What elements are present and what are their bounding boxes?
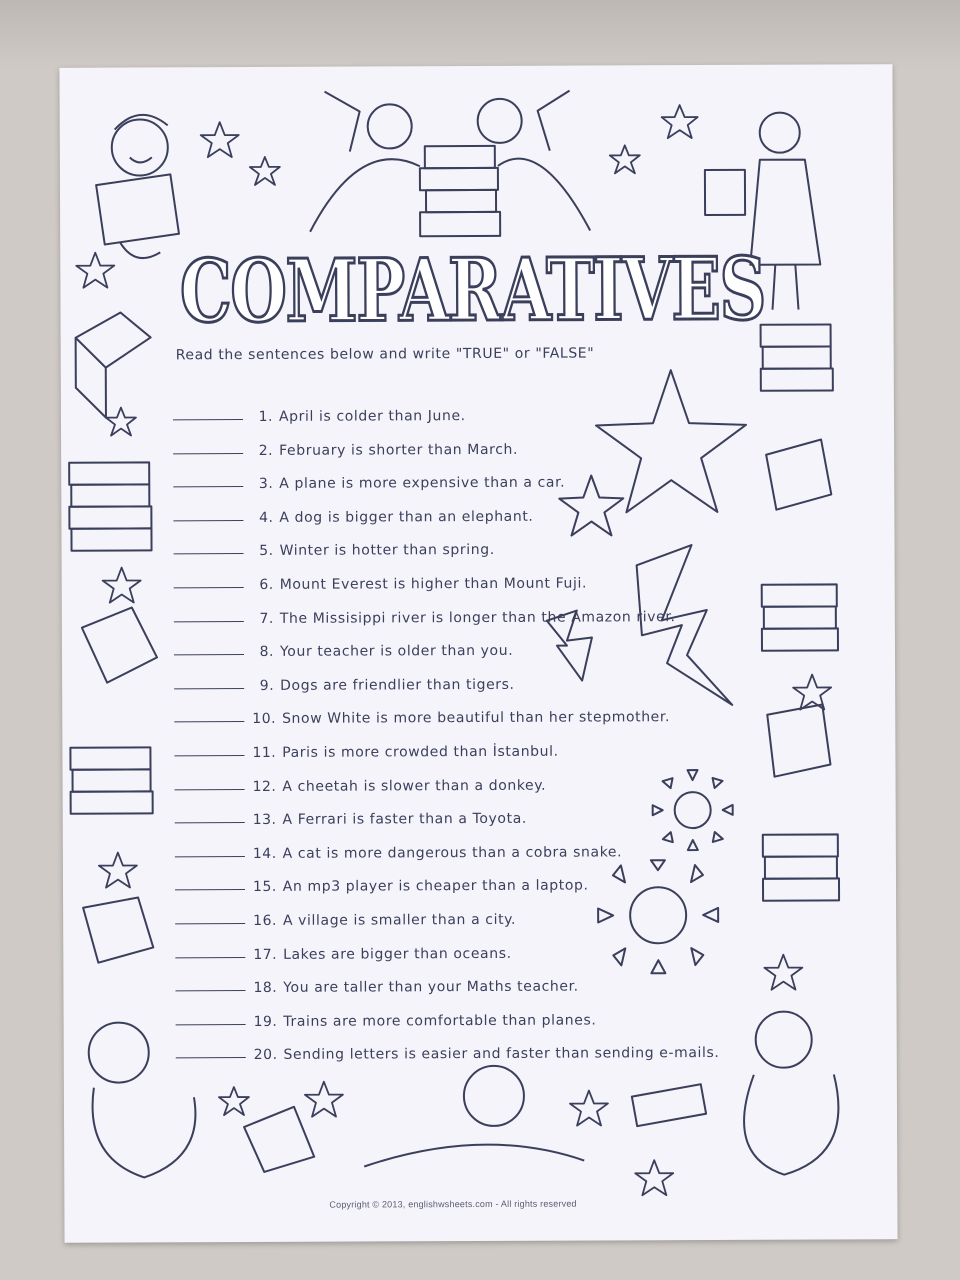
- question-row: [173, 495, 533, 527]
- question-row: [176, 998, 597, 1030]
- question-text: Winter is hotter than spring.: [279, 542, 495, 560]
- answer-blank[interactable]: [174, 688, 244, 689]
- small-star-icon: [559, 475, 623, 535]
- question-number: 10.: [252, 711, 277, 728]
- question-number: 15.: [252, 879, 277, 896]
- question-row: [176, 1031, 720, 1063]
- question-number: 13.: [252, 812, 277, 829]
- answer-blank[interactable]: [175, 789, 245, 790]
- question-number: 5.: [259, 543, 274, 560]
- question-text: The Missisippi river is longer than the Amazon river.: [279, 608, 676, 627]
- question-number: 19.: [253, 1013, 278, 1030]
- question-number: 4.: [259, 509, 274, 526]
- question-number: 14.: [252, 845, 277, 862]
- question-text: Your teacher is older than you.: [279, 643, 514, 661]
- answer-blank[interactable]: [176, 1057, 246, 1058]
- question-number: 2.: [258, 442, 274, 459]
- question-text: A village is smaller than a city.: [282, 911, 517, 929]
- large-star-icon: [596, 370, 747, 513]
- question-row: [174, 562, 587, 594]
- answer-blank[interactable]: [175, 856, 245, 857]
- answer-blank[interactable]: [174, 621, 244, 622]
- question-row: [174, 696, 670, 728]
- question-text: You are taller than your Maths teacher.: [283, 978, 579, 997]
- worksheet-paper: [59, 64, 952, 1243]
- answer-blank[interactable]: [173, 453, 243, 454]
- boy-reading-icon: [96, 115, 179, 259]
- question-number: 8.: [259, 644, 275, 661]
- answer-blank[interactable]: [174, 721, 244, 722]
- question-number: 18.: [253, 980, 278, 997]
- question-row: [175, 898, 516, 929]
- question-number: 16.: [253, 912, 277, 929]
- answer-blank[interactable]: [174, 654, 244, 655]
- question-number: 6.: [259, 576, 274, 593]
- lightning-large-icon: [637, 545, 733, 705]
- question-text: Trains are more comfortable than planes.: [283, 1012, 597, 1030]
- question-row: [175, 797, 527, 829]
- answer-blank[interactable]: [173, 486, 243, 487]
- answer-blank[interactable]: [174, 587, 244, 588]
- question-row: [174, 629, 513, 660]
- answer-blank[interactable]: [175, 822, 245, 823]
- question-text: Sending letters is easier and faster than sending e-mails.: [283, 1045, 720, 1064]
- question-row: [175, 864, 589, 896]
- question-number: 1.: [258, 408, 274, 425]
- question-row: [174, 730, 558, 762]
- answer-blank[interactable]: [175, 923, 245, 924]
- question-text: A cheetah is slower than a donkey.: [282, 777, 547, 795]
- answer-blank[interactable]: [175, 957, 245, 958]
- sun-large-icon: [598, 860, 718, 974]
- question-text: Lakes are bigger than oceans.: [283, 945, 512, 963]
- instructions-text: Read the sentences below and write "TRUE" or "FALSE": [175, 345, 595, 364]
- question-row: [174, 763, 546, 795]
- sun-small-icon: [653, 770, 733, 850]
- copyright-notice: Copyright © 2013, englishwsheets.com - All rights reserved: [329, 1198, 577, 1210]
- question-number: 20.: [253, 1047, 278, 1064]
- background-shade: [0, 0, 960, 70]
- question-row: [174, 595, 676, 627]
- question-number: 17.: [253, 946, 278, 963]
- question-row: [174, 663, 515, 694]
- right-border-books-icon: [761, 439, 839, 900]
- svg-text:COMPARATIVES: COMPARATIVES: [179, 237, 952, 343]
- question-number: 9.: [259, 677, 275, 694]
- answer-blank[interactable]: [173, 520, 243, 521]
- question-text: Paris is more crowded than İstanbul.: [282, 743, 559, 761]
- question-text: February is shorter than March.: [279, 441, 519, 459]
- question-row: [173, 528, 494, 559]
- question-text: Mount Everest is higher than Mount Fuji.: [279, 575, 588, 593]
- question-text: A plane is more expensive than a car.: [279, 474, 566, 493]
- question-number: 7.: [259, 610, 274, 627]
- answer-blank[interactable]: [174, 553, 244, 554]
- question-text: April is colder than June.: [278, 408, 466, 425]
- worksheet-title: [172, 237, 952, 343]
- question-row: [173, 461, 565, 493]
- question-number: 3.: [258, 476, 274, 493]
- answer-blank[interactable]: [175, 990, 245, 991]
- question-text: An mp3 player is cheaper than a laptop.: [282, 877, 589, 896]
- question-number: 12.: [252, 778, 277, 795]
- question-text: Dogs are friendlier than tigers.: [280, 676, 515, 694]
- question-row: [175, 931, 511, 962]
- question-text: Snow White is more beautiful than her stepmother.: [282, 709, 671, 728]
- question-text: A cat is more dangerous than a cobra snake.: [282, 844, 623, 862]
- question-row: [175, 830, 622, 862]
- answer-blank[interactable]: [174, 755, 244, 756]
- answer-blank[interactable]: [173, 419, 243, 420]
- question-row: [173, 394, 466, 425]
- question-text: A dog is bigger than an elephant.: [279, 508, 534, 526]
- question-text: A Ferrari is faster than a Toyota.: [282, 810, 527, 829]
- question-row: [175, 965, 578, 997]
- question-number: 11.: [252, 744, 277, 761]
- question-row: [173, 427, 518, 459]
- answer-blank[interactable]: [175, 889, 245, 890]
- answer-blank[interactable]: [176, 1024, 246, 1025]
- kids-on-books-icon: [310, 91, 591, 237]
